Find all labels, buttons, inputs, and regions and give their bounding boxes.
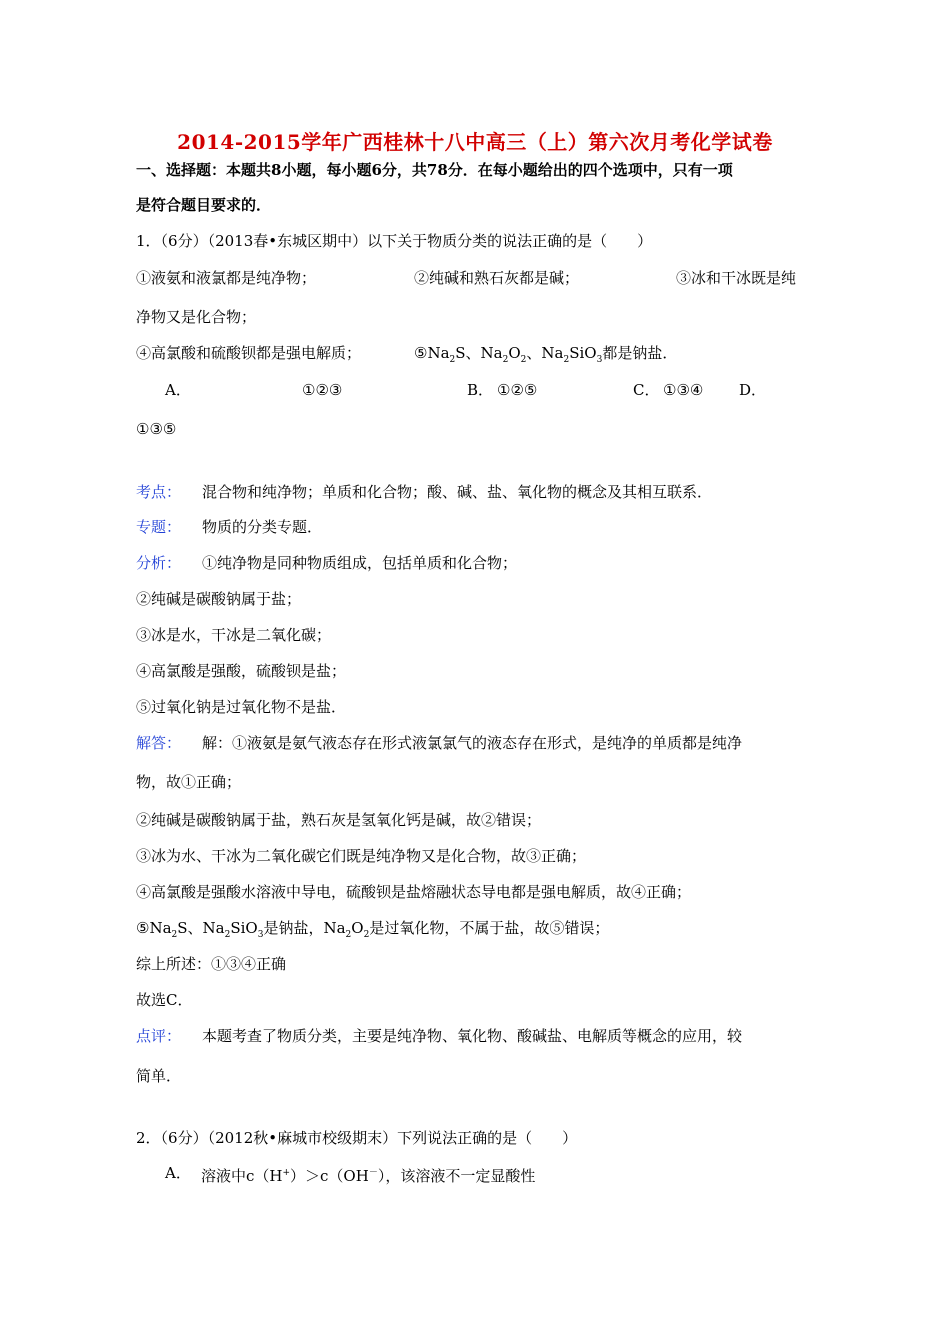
q1-option-a: ①②③ [302, 381, 343, 399]
q1-item-3b: 净物又是化合物； [136, 308, 257, 326]
q1-option-b: ①②⑤ [497, 381, 538, 399]
fenxi-text-3: ③冰是水，干冰是二氧化碳； [136, 626, 332, 644]
document-title: 2014-2015学年广西桂林十八中高三（上）第六次月考化学试卷 [177, 130, 773, 154]
jieda-text-1: 解：①液氨是氨气液态存在形式液氯氯气的液态存在形式，是纯净的单质都是纯净 [202, 734, 743, 752]
q1-option-c-label: C． [633, 381, 660, 399]
zhuanti-label: 专题： [136, 518, 182, 536]
dianping-text-1: 本题考查了物质分类，主要是纯净物、氧化物、酸碱盐、电解质等概念的应用，较 [202, 1027, 743, 1045]
jieda-text-1b: 物，故①正确； [136, 773, 242, 791]
zhuanti-row [136, 517, 322, 537]
jieda-text-3: ③冰为水、干冰为二氧化碳它们既是纯净物又是化合物，故③正确； [136, 847, 587, 865]
q1-item-5: $⑤Na_2S$、$Na_2O_2$、$Na_2SiO_3$都是钠盐． [414, 344, 678, 365]
q1-item-2: ②纯碱和熟石灰都是碱； [414, 269, 580, 287]
dianping-label: 点评： [136, 1027, 182, 1045]
q1-item-4: ④高氯酸和硫酸钡都是强电解质； [136, 344, 362, 362]
section-heading-line1: 一、选择题：本题共8小题，每小题6分，共78分．在每小题给出的四个选项中，只有一项 [136, 161, 733, 179]
jieda-row [136, 733, 742, 753]
answer-choice: 故选C． [136, 991, 193, 1009]
question-1-stem: 1．（6分）（2013春•东城区期中）以下关于物质分类的说法正确的是（ ） [136, 232, 653, 250]
jieda-text-5: $⑤Na_2S$、$Na_2SiO_3$是钠盐，$Na_2O_2$是过氧化物，不属于盐，故⑤错误； [136, 919, 610, 940]
summary-text: 综上所述：①③④正确 [136, 955, 287, 973]
fenxi-label: 分析： [136, 554, 182, 572]
fenxi-row [136, 553, 517, 573]
question-2-stem: 2．（6分）（2012秋•麻城市校级期末）下列说法正确的是（ ） [136, 1129, 578, 1147]
jieda-text-2: ②纯碱是碳酸钠属于盐，熟石灰是氢氧化钙是碱，故②错误； [136, 811, 542, 829]
q1-option-d: ①③⑤ [136, 420, 177, 438]
q2-option-a: 溶液中c（H+）＞c（OH－），该溶液不一定显酸性 [201, 1167, 536, 1185]
zhuanti-text: 物质的分类专题． [202, 518, 323, 536]
q1-item-3a: ③冰和干冰既是纯 [676, 269, 797, 287]
q1-option-a-label: A． [165, 381, 191, 399]
kaodian-row [136, 482, 712, 502]
fenxi-text-2: ②纯碱是碳酸钠属于盐； [136, 590, 302, 608]
q1-option-d-label: D． [739, 381, 767, 399]
section-heading-line2: 是符合题目要求的． [136, 196, 272, 214]
jieda-text-4: ④高氯酸是强酸水溶液中导电，硫酸钡是盐熔融状态导电都是强电解质，故④正确； [136, 883, 692, 901]
q1-option-b-label: B． [467, 381, 494, 399]
q2-option-a-label: A． [165, 1164, 191, 1182]
fenxi-text-1: ①纯净物是同种物质组成，包括单质和化合物； [202, 554, 518, 572]
dianping-text-2: 简单． [136, 1067, 182, 1085]
q1-item-1: ①液氨和液氯都是纯净物； [136, 269, 317, 287]
jieda-label: 解答： [136, 734, 182, 752]
fenxi-text-4: ④高氯酸是强酸，硫酸钡是盐； [136, 662, 347, 680]
q1-option-c: ①③④ [663, 381, 704, 399]
kaodian-label: 考点： [136, 483, 182, 501]
dianping-row [136, 1026, 742, 1046]
fenxi-text-5: ⑤过氧化钠是过氧化物不是盐． [136, 698, 347, 716]
kaodian-text: 混合物和纯净物；单质和化合物；酸、碱、盐、氧化物的概念及其相互联系． [202, 483, 713, 501]
